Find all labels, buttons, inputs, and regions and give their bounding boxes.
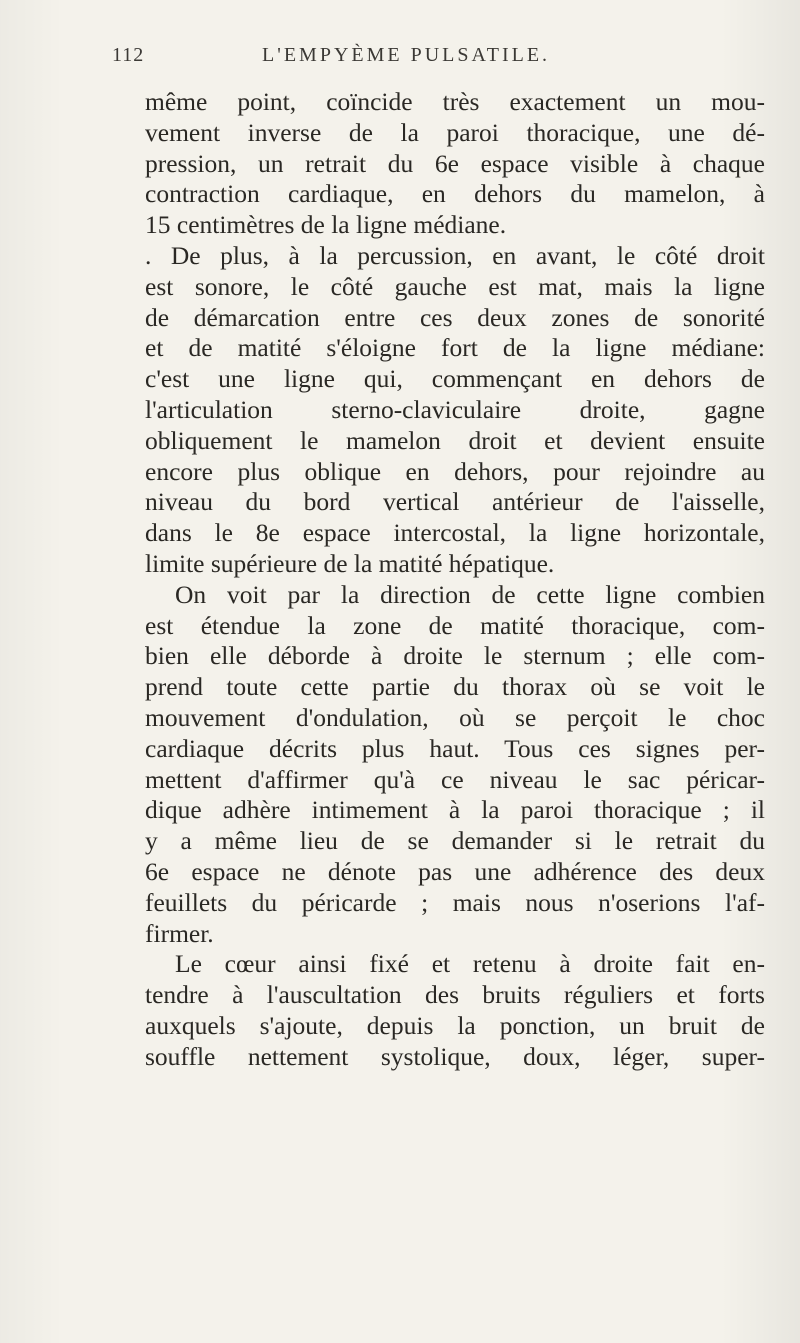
text-line: 6e espace ne dénote pas une adhérence des deux <box>145 856 765 886</box>
text-line: même point, coïncide très exactement un mou- <box>145 87 765 116</box>
text-line: dique adhère intimement à la paroi thoracique ; il <box>145 795 765 825</box>
body-text <box>145 87 765 1073</box>
text-line: firmer. <box>145 918 214 948</box>
text-line: est étendue la zone de matité thoracique, com- <box>145 610 765 640</box>
text-line: niveau du bord vertical antérieur de l'aisselle, <box>145 487 765 517</box>
text-line: vement inverse de la paroi thoracique, une dé- <box>145 117 765 147</box>
text-line: cardiaque décrits plus haut. Tous ces signes per- <box>145 733 765 763</box>
text-line: contraction cardiaque, en dehors du mamelon, à <box>145 179 765 209</box>
text-line: 15 centimètres de la ligne médiane. <box>145 210 507 240</box>
text-line: encore plus oblique en dehors, pour rejoindre au <box>145 456 765 486</box>
text-line: bien elle déborde à droite le sternum ; elle com- <box>145 641 765 671</box>
text-line: dans le 8e espace intercostal, la ligne horizontale, <box>145 518 765 548</box>
text-line: c'est une ligne qui, commençant en dehors de <box>145 364 765 394</box>
text-line: tendre à l'auscultation des bruits réguliers et forts <box>145 980 765 1010</box>
running-head <box>112 44 752 74</box>
text-line: mouvement d'ondulation, où se perçoit le choc <box>145 702 765 732</box>
text-line: l'articulation sterno-claviculaire droite, gagne <box>145 394 765 424</box>
text-line: auxquels s'ajoute, depuis la ponction, un bruit de <box>145 1010 765 1040</box>
text-line: . De plus, à la percussion, en avant, le côté droit <box>145 240 765 270</box>
text-line: limite supérieure de la matité hépatique. <box>145 548 555 578</box>
text-line: et de matité s'éloigne fort de la ligne médiane: <box>145 333 765 363</box>
text-line: de démarcation entre ces deux zones de sonorité <box>145 302 765 332</box>
text-line: obliquement le mamelon droit et devient ensuite <box>145 425 765 455</box>
text-line: est sonore, le côté gauche est mat, mais la ligne <box>145 271 765 301</box>
text-line: pression, un retrait du 6e espace visible à chaque <box>145 148 765 178</box>
text-line: feuillets du péricarde ; mais nous n'oserions l'af- <box>145 887 765 917</box>
text-line: Le cœur ainsi fixé et retenu à droite fait en- <box>175 949 765 979</box>
running-title: L'EMPYÈME PULSATILE. <box>262 44 551 66</box>
text-line: mettent d'affirmer qu'à ce niveau le sac péricar- <box>145 764 765 794</box>
text-line: souffle nettement systolique, doux, léger, super- <box>145 1041 765 1071</box>
text-line: prend toute cette partie du thorax où se voit le <box>145 672 765 702</box>
text-line: On voit par la direction de cette ligne combien <box>175 579 765 609</box>
text-line: y a même lieu de se demander si le retrait du <box>145 826 765 856</box>
page-number: 112 <box>112 44 145 66</box>
